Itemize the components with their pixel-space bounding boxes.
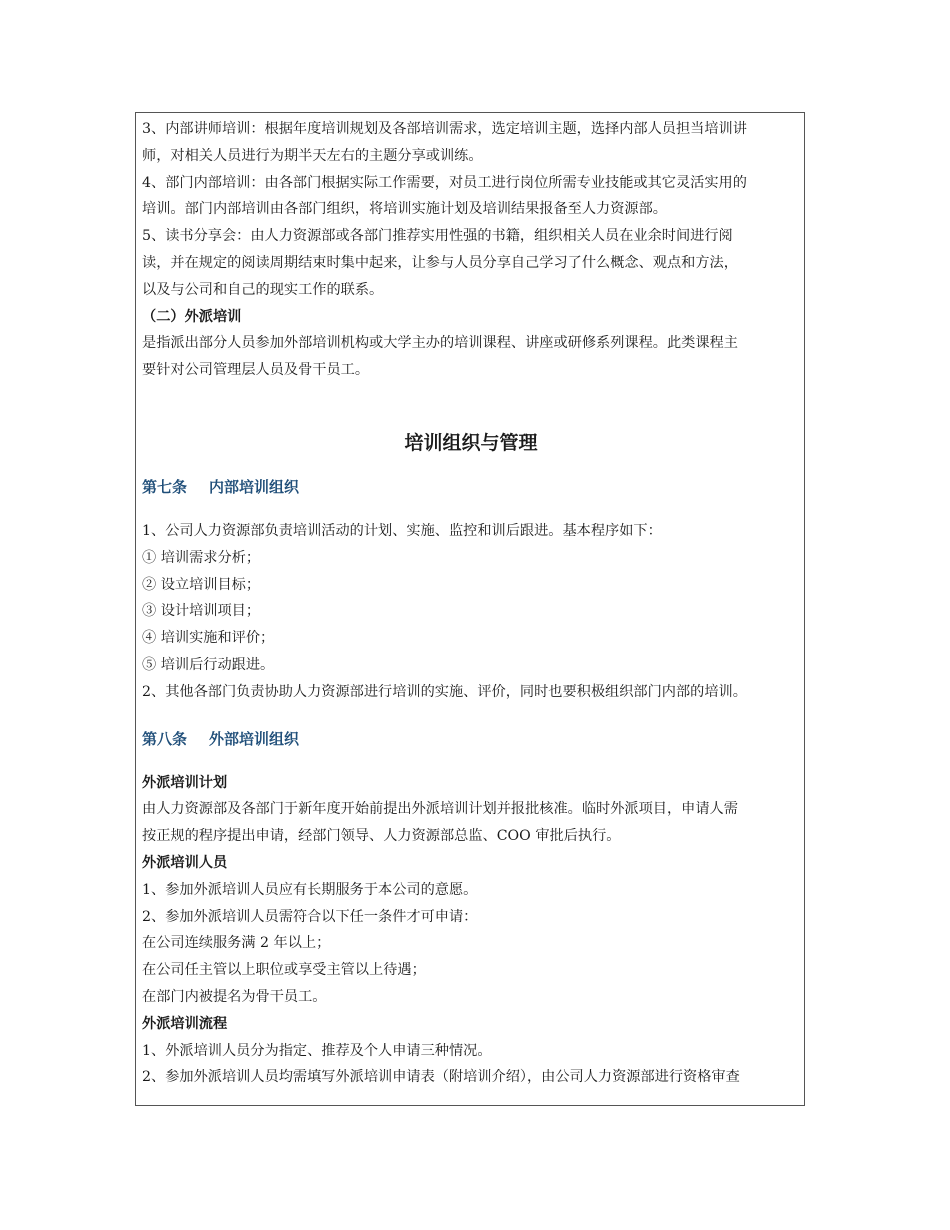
subsection-heading: 外派培训人员 (142, 854, 228, 871)
list-item: ② 设立培训目标； (142, 576, 261, 593)
document-body (142, 116, 800, 1091)
list-item: ③ 设计培训项目； (142, 603, 261, 620)
article-heading-8 (142, 720, 800, 758)
section-heading: （二）外派培训 (142, 308, 242, 325)
paragraph-line: 在部门内被提名为骨干员工。 (142, 988, 327, 1005)
paragraph-line: 培训。部门内部培训由各部门组织，将培训实施计划及培训结果报备至人力资源部。 (142, 201, 667, 218)
list-item: ① 培训需求分析； (142, 549, 261, 566)
paragraph-line: 3、内部讲师培训：根据年度培训规划及各部培训需求，选定培训主题，选择内部人员担当培训讲 (142, 121, 747, 137)
paragraph-line: 在公司任主管以上职位或享受主管以上待遇； (142, 962, 426, 979)
paragraph-line: 4、部门内部培训：由各部门根据实际工作需要，对员工进行岗位所需专业技能或其它灵活实用的 (142, 174, 747, 191)
document-frame (135, 112, 805, 1106)
article-heading-7 (142, 468, 800, 506)
chapter-title: 培训组织与管理 (404, 431, 538, 454)
paragraph-line: 由人力资源部及各部门于新年度开始前提出外派培训计划并报批核准。临时外派项目，申请人需 (142, 801, 738, 818)
article-name: 内部培训组织 (209, 477, 300, 496)
article-number: 第八条 (142, 729, 188, 748)
paragraph-line: 以及与公司和自己的现实工作的联系。 (142, 281, 384, 298)
paragraph-line: 1、外派培训人员分为指定、推荐及个人申请三种情况。 (142, 1042, 492, 1059)
list-item: ⑤ 培训后行动跟进。 (142, 656, 275, 673)
article-number: 第七条 (142, 477, 188, 496)
paragraph-line: 5、读书分享会：由人力资源部或各部门推荐实用性强的书籍，组织相关人员在业余时间进行阅 (142, 228, 733, 245)
paragraph-line: 读，并在规定的阅读周期结束时集中起来，让参与人员分享自己学习了什么概念、观点和方法， (142, 254, 738, 271)
paragraph-line: 是指派出部分人员参加外部培训机构或大学主办的培训课程、讲座或研修系列课程。此类课程主 (142, 335, 738, 352)
paragraph-line: 在公司连续服务满 2 年以上； (142, 935, 331, 952)
subsection-heading: 外派培训计划 (142, 774, 228, 791)
paragraph-line: 1、公司人力资源部负责培训活动的计划、实施、监控和训后跟进。基本程序如下： (142, 522, 662, 539)
article-name: 外部培训组织 (209, 729, 300, 748)
paragraph-line: 1、参加外派培训人员应有长期服务于本公司的意愿。 (142, 881, 478, 898)
subsection-heading: 外派培训流程 (142, 1015, 228, 1032)
paragraph-line: 按正规的程序提出申请，经部门领导、人力资源部总监、COO 审批后执行。 (142, 828, 621, 845)
paragraph-line: 2、参加外派培训人员均需填写外派培训申请表（附培训介绍），由公司人力资源部进行资格审查 (142, 1069, 740, 1086)
paragraph-line: 2、其他各部门负责协助人力资源部进行培训的实施、评价，同时也要积极组织部门内部的培训。 (142, 683, 747, 700)
list-item: ④ 培训实施和评价； (142, 630, 275, 647)
paragraph-line: 2、参加外派培训人员需符合以下任一条件才可申请： (142, 908, 478, 925)
paragraph-line: 要针对公司管理层人员及骨干员工。 (142, 362, 370, 379)
paragraph-line: 师，对相关人员进行为期半天左右的主题分享或训练。 (142, 147, 483, 164)
